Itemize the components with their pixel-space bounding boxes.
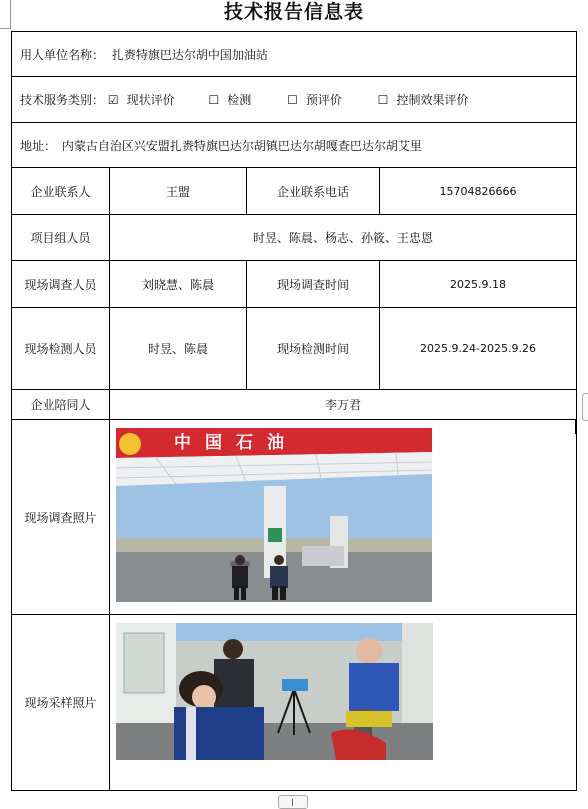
row-contact (12, 168, 577, 215)
row-detect (12, 308, 577, 390)
phone-value: 15704826666 (380, 168, 577, 215)
report-info-table (11, 31, 577, 791)
row-address (12, 123, 577, 168)
option-label: 检测 (227, 93, 252, 107)
unchecked-box-icon: ☐ (287, 93, 298, 107)
option-pre-evaluation (287, 93, 350, 107)
row-services (12, 77, 577, 123)
petrochina-logo-icon (119, 433, 141, 455)
unit-value: 扎赉特旗巴达尔胡中国加油站 (111, 47, 268, 62)
escort-label: 企业陪同人 (12, 390, 110, 420)
option-label: 控制效果评价 (396, 93, 469, 107)
address-label: 地址： (20, 138, 57, 153)
unit-label: 用人单位名称： (20, 47, 105, 62)
page-title: 技术报告信息表 (223, 1, 364, 23)
contact-label: 企业联系人 (12, 168, 110, 215)
survey-time-label: 现场调查时间 (247, 261, 380, 308)
option-detection (208, 93, 259, 107)
survey-time-value: 2025.9.18 (380, 261, 577, 308)
option-label: 现状评价 (126, 93, 175, 107)
escort-value: 李万君 (110, 390, 577, 420)
survey-photo (116, 428, 432, 602)
detect-time-label: 现场检测时间 (247, 308, 380, 390)
contact-value: 王盟 (110, 168, 247, 215)
team-label: 项目组人员 (12, 215, 110, 261)
detect-staff-label: 现场检测人员 (12, 308, 110, 390)
option-status-evaluation (108, 93, 183, 107)
team-value: 时昱、陈晨、杨志、孙筱、王忠恩 (110, 215, 577, 261)
checked-box-icon: ☑ (107, 93, 119, 107)
detect-time-value: 2025.9.24-2025.9.26 (380, 308, 577, 390)
sampling-photo (116, 623, 433, 760)
unchecked-box-icon: ☐ (208, 93, 220, 107)
side-scroll-handle[interactable] (582, 393, 588, 421)
survey-staff-label: 现场调查人员 (12, 261, 110, 308)
row-unit (12, 32, 577, 77)
row-survey (12, 261, 577, 308)
address-value: 内蒙古自治区兴安盟扎赉特旗巴达尔胡镇巴达尔胡嘎查巴达尔胡艾里 (61, 138, 422, 153)
detect-staff-value: 时昱、陈晨 (110, 308, 247, 390)
row-survey-photo (12, 420, 577, 615)
text-cursor (575, 420, 577, 434)
survey-staff-value: 刘晓慧、陈晨 (110, 261, 247, 308)
survey-photo-label: 现场调查照片 (12, 420, 110, 615)
sample-photo-label: 现场采样照片 (12, 615, 110, 791)
option-label: 预评价 (305, 93, 342, 107)
option-control-effect (378, 93, 477, 107)
page-scroll-handle[interactable] (278, 795, 308, 809)
row-escort (12, 390, 577, 420)
row-sample-photo (12, 615, 577, 791)
row-team (12, 215, 577, 261)
phone-label: 企业联系电话 (247, 168, 380, 215)
services-label: 技术服务类别： (20, 93, 105, 107)
canopy-sign-text: 中国石油 (174, 433, 298, 453)
unchecked-box-icon: ☐ (377, 93, 389, 107)
